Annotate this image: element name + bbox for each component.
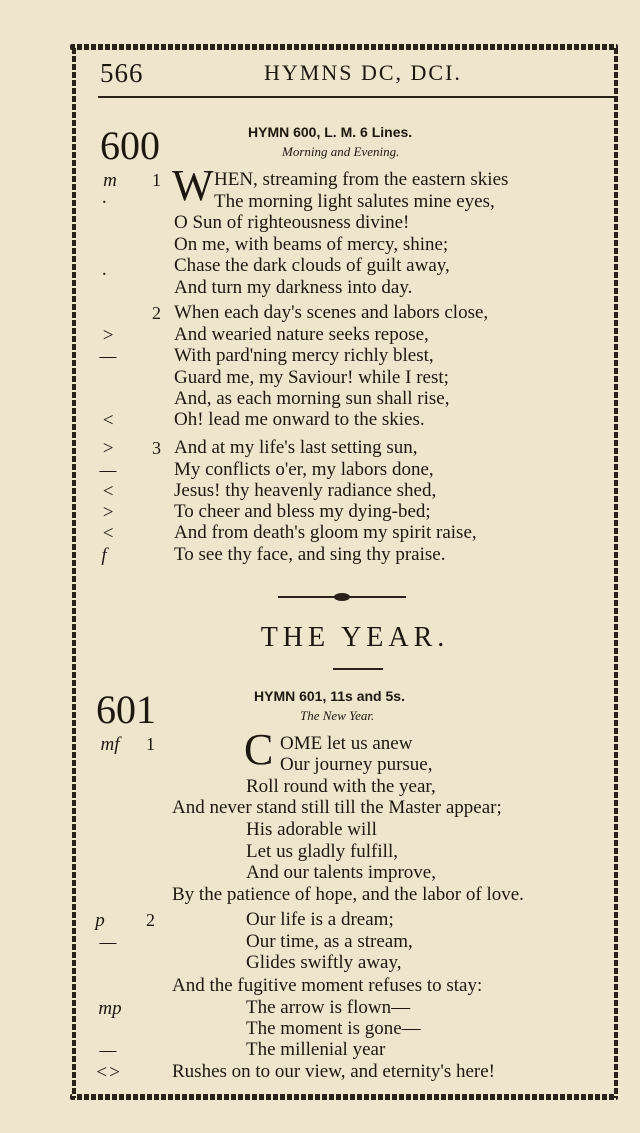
dynamic-mark: · <box>101 192 107 213</box>
dynamic-mark: · <box>101 264 107 285</box>
verse-line: On me, with beams of mercy, shine; <box>174 234 449 255</box>
verse-line: His adorable will <box>246 819 377 840</box>
verse-line: And at my life's last setting sun, <box>174 437 418 458</box>
section-rule <box>333 668 383 670</box>
verse-line: OME let us anew <box>280 733 413 754</box>
verse-line: And never stand still till the Master appear; <box>172 797 502 818</box>
dynamic-mark: mf <box>100 734 120 755</box>
ornament-diamond <box>334 593 350 601</box>
verse-number: 2 <box>146 910 155 930</box>
top-border <box>70 44 618 50</box>
hymn-title-600: HYMN 600, L. M. 6 Lines. <box>248 124 413 140</box>
verse-line: To cheer and bless my dying-bed; <box>174 501 431 522</box>
hymn-number-601: 601 <box>96 687 156 732</box>
verse-line: With pard'ning mercy richly blest, <box>174 345 434 366</box>
hymn-number-600: 600 <box>100 123 160 168</box>
verse-line: Our life is a dream; <box>246 909 394 930</box>
verse-line: When each day's scenes and labors close, <box>174 302 489 323</box>
verse-line: Glides swiftly away, <box>246 952 402 973</box>
verse-number: 1 <box>146 734 155 754</box>
verse-line: Our journey pursue, <box>280 754 433 775</box>
verse-line: Jesus! thy heavenly radiance shed, <box>174 480 437 501</box>
dynamic-mark: < <box>101 410 115 431</box>
hymn-subtitle-600: Morning and Evening. <box>282 144 400 159</box>
verse-line: My conflicts o'er, my labors done, <box>174 459 434 480</box>
dynamic-mark: f <box>101 545 107 566</box>
verse-line: O Sun of righteousness divine! <box>174 212 410 233</box>
verse-line: Guard me, my Saviour! while I rest; <box>174 367 449 388</box>
verse-line: Rushes on to our view, and eternity's here! <box>172 1061 495 1082</box>
hymn-title-601: HYMN 601, 11s and 5s. <box>254 688 405 704</box>
hymn-subtitle-601: The New Year. <box>300 708 375 723</box>
verse-line: Let us gladly fulfill, <box>246 841 398 862</box>
verse-line: And, as each morning sun shall rise, <box>174 388 450 409</box>
verse-line: The arrow is flown— <box>246 997 411 1018</box>
verse-line: To see thy face, and sing thy praise. <box>174 544 446 565</box>
dynamic-mark: — <box>99 932 117 953</box>
dynamic-mark: > <box>101 438 115 459</box>
dynamic-mark: — <box>99 1040 117 1061</box>
drop-capital: C <box>244 725 274 774</box>
verse-line: The moment is gone— <box>246 1018 421 1039</box>
dynamic-mark: > <box>101 325 115 346</box>
verse-line: The morning light salutes mine eyes, <box>214 191 495 212</box>
section-title: THE YEAR. <box>260 622 450 653</box>
drop-capital: W <box>172 161 214 210</box>
dynamic-mark: — <box>99 346 117 367</box>
verse-line: And the fugitive moment refuses to stay: <box>172 975 483 996</box>
left-border <box>72 48 76 1098</box>
bottom-border <box>70 1094 618 1100</box>
verse-line: The millenial year <box>246 1039 386 1060</box>
dynamic-mark: > <box>101 502 115 523</box>
verse-number: 2 <box>152 303 161 323</box>
dynamic-mark: — <box>99 460 117 481</box>
page-number: 566 <box>100 58 144 88</box>
dynamic-mark: <> <box>95 1062 121 1083</box>
right-border <box>614 48 618 1098</box>
verse-line: By the patience of hope, and the labor of love. <box>172 884 524 905</box>
dynamic-mark: mp <box>98 998 122 1019</box>
verse-line: Chase the dark clouds of guilt away, <box>174 255 450 276</box>
verse-number: 3 <box>152 438 161 458</box>
verse-line: And from death's gloom my spirit raise, <box>174 522 477 543</box>
verse-line: Our time, as a stream, <box>246 931 413 952</box>
verse-line: HEN, streaming from the eastern skies <box>214 169 509 190</box>
verse-line: Roll round with the year, <box>246 776 436 797</box>
dynamic-mark: < <box>101 523 115 544</box>
verse-line: Oh! lead me onward to the skies. <box>174 409 425 430</box>
verse-line: And our talents improve, <box>246 862 436 883</box>
dynamic-mark: p <box>95 910 105 931</box>
dynamic-mark: m <box>103 170 117 191</box>
verse-line: And turn my darkness into day. <box>174 277 413 298</box>
dynamic-mark: < <box>101 481 115 502</box>
header-rule <box>98 96 614 98</box>
verse-number: 1 <box>152 170 161 190</box>
verse-line: And wearied nature seeks repose, <box>174 324 429 345</box>
running-head: HYMNS DC, DCI. <box>264 60 462 85</box>
